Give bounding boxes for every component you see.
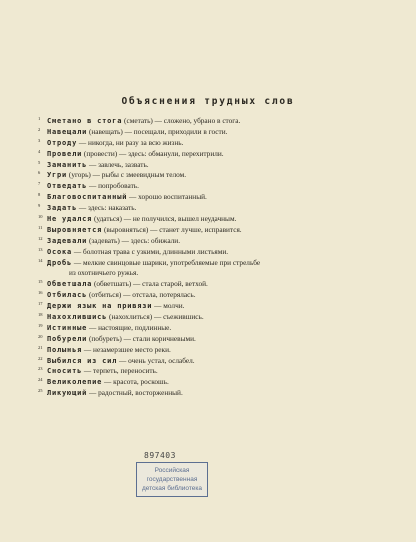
inventory-number: 897403	[144, 451, 176, 460]
glossary-entry	[38, 366, 390, 377]
footnote-number: 12	[38, 235, 43, 241]
glossary-definition: (отбиться) — отстала, потерялась.	[87, 290, 196, 300]
glossary-definition: — красота, роскошь.	[102, 377, 169, 387]
glossary-definition: (задевать) — здесь: обижали.	[87, 235, 181, 245]
glossary-definition: (удаться) — не получился, вышел неудачным.	[92, 214, 237, 224]
glossary-term: Отроду	[47, 138, 78, 147]
glossary-definition: (выровняться) — станет лучше, исправится.	[102, 224, 242, 234]
glossary-term: Истинные	[47, 323, 88, 332]
glossary-term: Осока	[47, 247, 73, 256]
glossary-term: Провели	[47, 149, 83, 158]
glossary-term: Ликующий	[47, 389, 88, 398]
glossary-entry	[38, 247, 390, 258]
glossary-entry	[38, 214, 390, 225]
glossary-term: Побурели	[47, 334, 88, 343]
glossary-entry	[38, 301, 390, 312]
glossary-term: Благовоспитанный	[47, 193, 128, 202]
glossary-entry	[38, 356, 390, 367]
glossary-entry	[38, 323, 390, 334]
footnote-number: 13	[38, 246, 43, 252]
footnote-number: 16	[38, 290, 43, 296]
glossary-term: Заманить	[47, 160, 88, 169]
footnote-number: 20	[38, 333, 43, 339]
glossary-entry	[38, 203, 390, 214]
glossary-definition: — болотная трава с узкими, длинными листьями.	[72, 246, 229, 256]
glossary-entry	[38, 149, 390, 160]
glossary-entry	[38, 170, 390, 181]
glossary-definition: — хорошо воспитанный.	[127, 192, 207, 202]
glossary-term: Отведать	[47, 182, 88, 191]
page-title: Объяснения трудных слов	[121, 96, 295, 107]
footnote-number: 3	[38, 137, 41, 143]
glossary-term: Задать	[47, 204, 78, 213]
glossary-entry	[38, 377, 390, 388]
glossary-definition: — радостный, восторженный.	[87, 388, 183, 398]
footnote-number: 23	[38, 366, 43, 372]
glossary-list	[38, 116, 390, 399]
glossary-definition: — мелкие свинцовые шарики, употребляемые при стрельбе	[72, 257, 261, 267]
footnote-number: 11	[38, 224, 43, 230]
footnote-number: 18	[38, 312, 43, 318]
glossary-definition: — незамерзшее место реки.	[82, 344, 171, 354]
glossary-entry	[38, 388, 390, 399]
glossary-definition: — никогда, ни разу за всю жизнь.	[77, 137, 184, 147]
glossary-entry	[38, 127, 390, 138]
glossary-term: Сносить	[47, 367, 83, 376]
stamp-line-2: детская библиотека	[141, 485, 203, 492]
footnote-number: 7	[38, 181, 41, 187]
glossary-term: Великолепие	[47, 378, 103, 387]
glossary-entry	[38, 181, 390, 192]
glossary-definition: — очень устал, ослабел.	[117, 355, 195, 365]
glossary-term: Навещали	[47, 127, 88, 136]
glossary-entry	[38, 160, 390, 171]
glossary-definition: (навещать) — посещали, приходили в гости.	[87, 126, 228, 136]
glossary-entry	[38, 258, 390, 269]
footnote-number: 19	[38, 322, 43, 328]
stamp-line-1: Российская государственная	[146, 467, 198, 483]
glossary-definition: (провести) — здесь: обманули, перехитрили.	[82, 148, 224, 158]
footnote-number: 14	[38, 257, 43, 263]
footnote-number: 24	[38, 377, 43, 383]
glossary-entry	[38, 225, 390, 236]
glossary-term: Держи язык на привязи	[47, 302, 153, 311]
glossary-definition: — молчи.	[152, 301, 185, 311]
footnote-number: 2	[38, 126, 41, 132]
glossary-entry	[38, 334, 390, 345]
glossary-term: Полынья	[47, 345, 83, 354]
glossary-entry	[38, 290, 390, 301]
glossary-entry	[38, 279, 390, 290]
glossary-term: Нахохлившись	[47, 313, 108, 322]
glossary-definition: из охотничьего ружья.	[69, 268, 139, 278]
glossary-entry	[38, 116, 390, 127]
glossary-definition: (побуреть) — стали коричневыми.	[87, 333, 196, 343]
glossary-definition: — попробовать.	[87, 181, 139, 191]
glossary-term: Отбилась	[47, 291, 88, 300]
footnote-number: 22	[38, 355, 43, 361]
glossary-entry	[38, 268, 390, 279]
glossary-term: Задевали	[47, 236, 88, 245]
glossary-definition: — настоящие, подлинные.	[87, 322, 172, 332]
glossary-definition: (обветшать) — стала старой, ветхой.	[92, 279, 208, 289]
glossary-entry	[38, 312, 390, 323]
footnote-number: 4	[38, 148, 41, 154]
footnote-number: 9	[38, 203, 41, 209]
glossary-definition: — завлечь, зазвать.	[87, 159, 149, 169]
glossary-term: Не удался	[47, 215, 93, 224]
glossary-term: Сметано в стога	[47, 117, 123, 125]
glossary-entry	[38, 138, 390, 149]
glossary-term: Дробь	[47, 258, 73, 267]
glossary-term: Выровняется	[47, 225, 103, 234]
glossary-entry	[38, 236, 390, 247]
library-stamp	[136, 462, 208, 497]
footnote-number: 25	[38, 388, 43, 394]
footnote-number: 21	[38, 344, 43, 350]
footnote-number: 6	[38, 170, 41, 176]
glossary-definition: — здесь: наказать.	[77, 203, 137, 213]
glossary-entry	[38, 345, 390, 356]
glossary-definition: (угорь) — рыбы с змеевидным телом.	[67, 170, 187, 180]
footnote-number: 17	[38, 301, 43, 307]
footnote-number: 10	[38, 214, 43, 220]
glossary-term: Обветшала	[47, 280, 93, 289]
glossary-term: Угри	[47, 171, 68, 180]
glossary-definition: (нахохлиться) — съежившись.	[107, 312, 204, 322]
footnote-number: 1	[38, 116, 41, 121]
glossary-term: Выбился из сил	[47, 356, 118, 365]
footnote-number: 15	[38, 279, 43, 285]
footnote-number: 8	[38, 192, 41, 198]
glossary-definition: — терпеть, переносить.	[82, 366, 158, 376]
glossary-definition: (сметать) — сложено, убрано в стога.	[122, 116, 241, 125]
glossary-entry	[38, 192, 390, 203]
footnote-number: 5	[38, 159, 41, 165]
